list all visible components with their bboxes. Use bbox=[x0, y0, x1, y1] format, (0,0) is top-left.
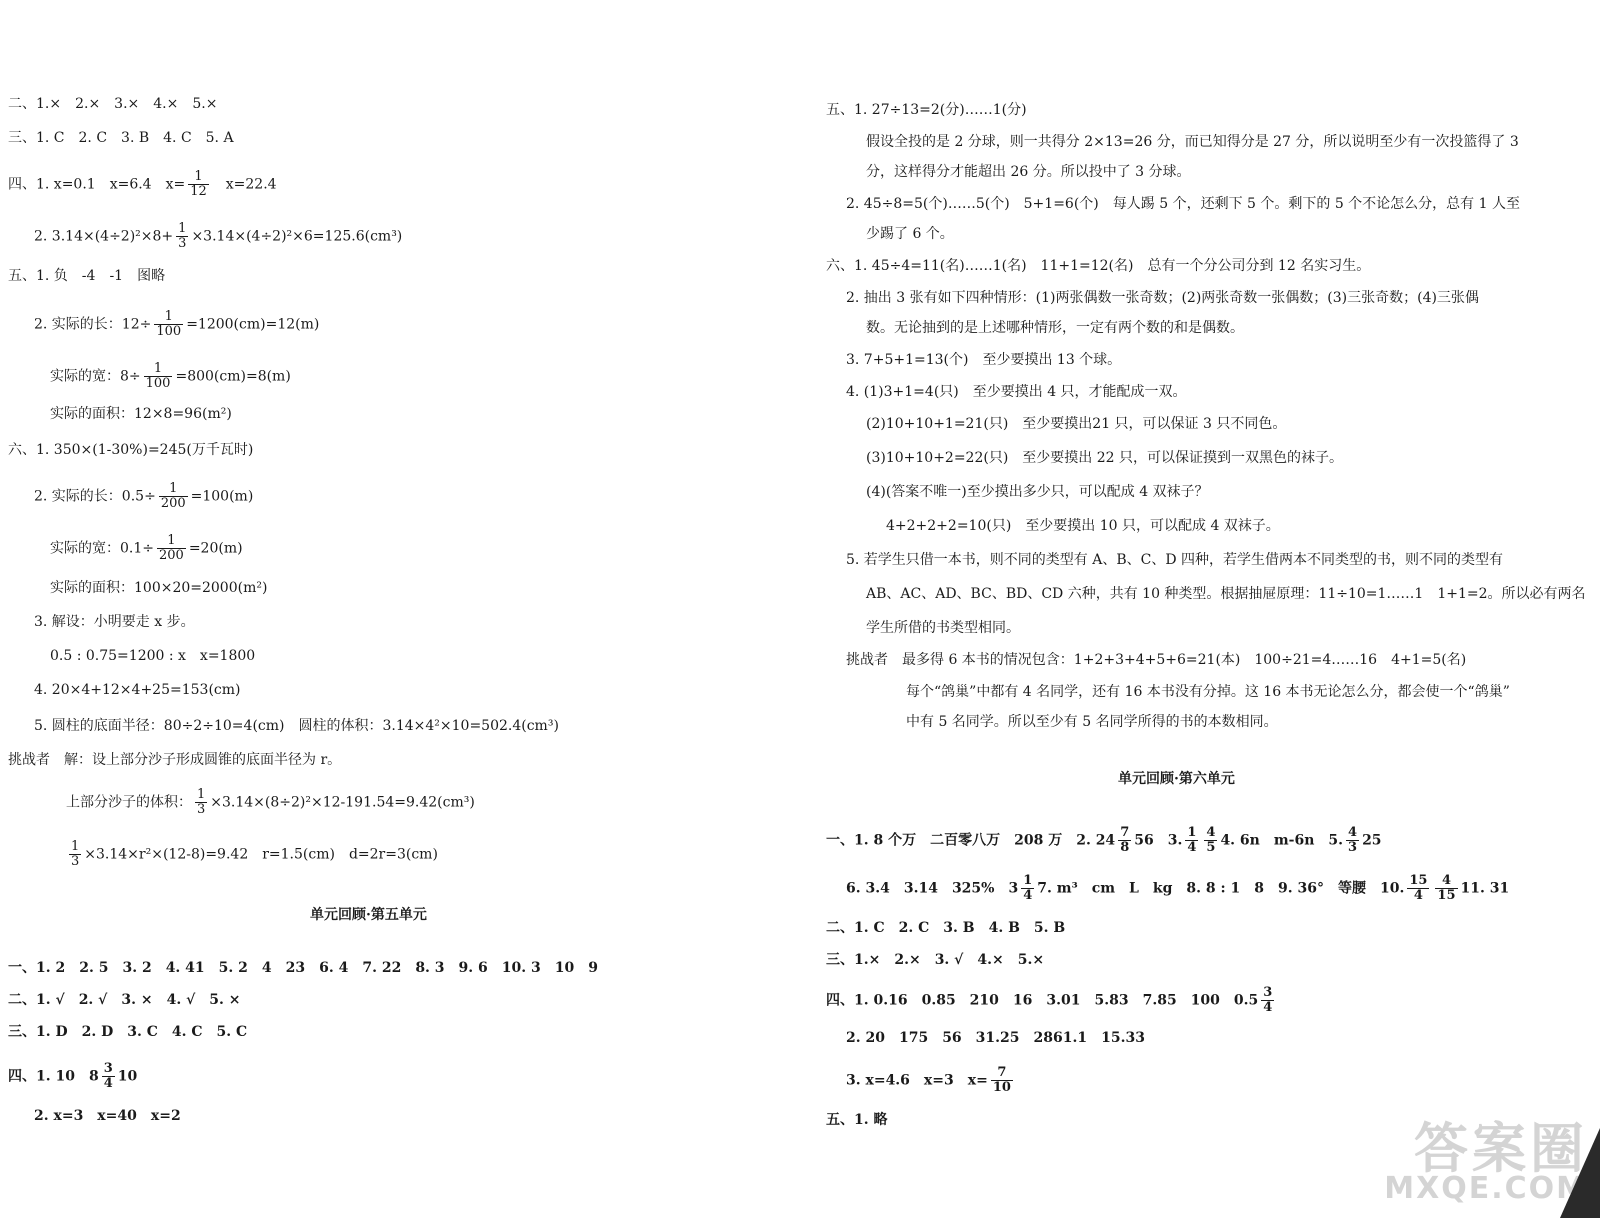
fraction bbox=[1261, 986, 1274, 1015]
numerator: 4 bbox=[1435, 874, 1457, 889]
left-line bbox=[34, 222, 402, 251]
right-line: 4. (1)3+1=4(只) 至少要摸出 4 只，才能配成一双。 bbox=[846, 384, 1187, 400]
denominator: 100 bbox=[145, 376, 171, 391]
left-line: 实际的面积：12×8=96(m²) bbox=[50, 406, 232, 422]
numerator: 3 bbox=[103, 1061, 113, 1076]
text: 25 bbox=[1362, 832, 1382, 849]
text: =20(m) bbox=[188, 540, 243, 557]
fraction bbox=[1407, 874, 1429, 903]
numerator: 1 bbox=[159, 482, 188, 497]
denominator: 100 bbox=[156, 324, 182, 339]
right-line bbox=[826, 826, 1382, 855]
text: 一、1. 8 个万 二百零八万 208 万 2. 24 bbox=[826, 832, 1116, 849]
text: =1200(cm)=12(m) bbox=[186, 316, 320, 333]
right-line: (4)(答案不唯一)至少摸出多少只，可以配成 4 双袜子？ bbox=[866, 484, 1209, 500]
left-line bbox=[66, 840, 438, 869]
watermark-url: MXQE.COM bbox=[1384, 1171, 1588, 1206]
right-line: 挑战者 最多得 6 本书的情况包含：1+2+3+4+5+6=21(本) 100÷21=4……16 4+1=5(名) bbox=[846, 652, 1467, 668]
numerator: 1 bbox=[1187, 825, 1197, 840]
fraction bbox=[102, 1062, 115, 1091]
denominator: 4 bbox=[1263, 1000, 1273, 1015]
right-line: AB、AC、AD、BC、BD、CD 六种，共有 10 种类型。根据抽屉原理：11÷10=1……1 1+1=2。所以必有两名 bbox=[866, 586, 1586, 602]
denominator: 8 bbox=[1120, 840, 1130, 855]
right-line: 2. 20 175 56 31.25 2861.1 15.33 bbox=[846, 1030, 1145, 1046]
right-line: (3)10+10+2=22(只) 至少要摸出 22 只，可以保证摸到一双黑色的袜子。 bbox=[866, 450, 1344, 466]
text: 2. 3.14×(4÷2)²×8+ bbox=[34, 228, 174, 245]
right-line: 五、1. 27÷13=2(分)……1(分) bbox=[826, 102, 1027, 118]
left-line: 0.5 : 0.75=1200 : x x=1800 bbox=[50, 648, 256, 664]
denominator: 4 bbox=[1413, 888, 1423, 903]
left-line: 挑战者 解：设上部分沙子形成圆锥的底面半径为 r。 bbox=[8, 752, 342, 768]
right-line: (2)10+10+1=21(只) 至少要摸出21 只，可以保证 3 只不同色。 bbox=[866, 416, 1287, 432]
watermark-logo bbox=[1358, 1106, 1588, 1206]
denominator: 4 bbox=[103, 1076, 113, 1091]
fraction bbox=[176, 222, 188, 251]
left-line bbox=[66, 788, 475, 817]
left-line: 2. x=3 x=40 x=2 bbox=[34, 1108, 181, 1124]
right-line: 5. 若学生只借一本书，则不同的类型有 A、B、C、D 四种，若学生借两本不同类型的书，则不同的类型有 bbox=[846, 552, 1504, 568]
right-line: 3. 7+5+1=13(个) 至少要摸出 13 个球。 bbox=[846, 352, 1122, 368]
text: 实际的宽：8÷ bbox=[50, 368, 141, 385]
text: 四、1. x=0.1 x=6.4 x= bbox=[8, 176, 186, 193]
text: ×3.14×r²×(12-8)=9.42 r=1.5(cm) d=2r=3(cm) bbox=[84, 846, 438, 863]
left-line bbox=[50, 362, 291, 391]
right-line bbox=[846, 1066, 1016, 1095]
numerator: 1 bbox=[154, 310, 183, 325]
numerator: 1 bbox=[1023, 873, 1033, 888]
fraction bbox=[991, 1066, 1013, 1095]
denominator: 5 bbox=[1206, 840, 1216, 855]
right-line: 数。无论抽到的是上述哪种情形，一定有两个数的和是偶数。 bbox=[866, 320, 1244, 336]
section-title-unit6: 单元回顾·第六单元 bbox=[1118, 771, 1235, 787]
numerator: 1 bbox=[71, 839, 80, 854]
right-line bbox=[826, 986, 1277, 1015]
text: =100(m) bbox=[190, 488, 254, 505]
left-line bbox=[34, 310, 319, 339]
denominator: 4 bbox=[1187, 840, 1197, 855]
text: 2. 实际的长：0.5÷ bbox=[34, 488, 156, 505]
numerator: 1 bbox=[144, 362, 173, 377]
numerator: 1 bbox=[178, 221, 187, 236]
right-line: 二、1. C 2. C 3. B 4. B 5. B bbox=[826, 920, 1066, 936]
fraction bbox=[1204, 826, 1217, 855]
fraction bbox=[159, 482, 188, 511]
page-corner-shadow bbox=[1560, 1128, 1600, 1218]
text: 4. 6n m-6n 5. bbox=[1220, 832, 1344, 849]
numerator: 7 bbox=[991, 1066, 1013, 1081]
left-line bbox=[8, 1062, 137, 1091]
text: 56 3. bbox=[1134, 832, 1183, 849]
denominator: 3 bbox=[197, 802, 206, 817]
right-line: 中有 5 名同学。所以至少有 5 名同学所得的书的本数相同。 bbox=[906, 714, 1278, 730]
denominator: 3 bbox=[178, 236, 187, 251]
text: 6. 3.4 3.14 325% 3 bbox=[846, 880, 1019, 897]
denominator: 3 bbox=[71, 854, 80, 869]
text: ×3.14×(4÷2)²×6=125.6(cm³) bbox=[191, 228, 403, 245]
numerator: 1 bbox=[157, 534, 186, 549]
left-line bbox=[50, 534, 243, 563]
text: x=22.4 bbox=[211, 176, 277, 193]
text: 实际的宽：0.1÷ bbox=[50, 540, 154, 557]
watermark-text: 答案圈 bbox=[1414, 1117, 1588, 1180]
denominator: 12 bbox=[190, 184, 207, 199]
fraction bbox=[1435, 874, 1457, 903]
right-line: 三、1.× 2.× 3. √ 4.× 5.× bbox=[826, 952, 1045, 968]
text: =800(cm)=8(m) bbox=[175, 368, 291, 385]
right-line: 2. 抽出 3 张有如下四种情形：(1)两张偶数一张奇数；(2)两张奇数一张偶数；(3)三张奇数；(4)三张偶 bbox=[846, 290, 1479, 306]
numerator: 4 bbox=[1206, 825, 1216, 840]
right-line: 2. 45÷8=5(个)……5(个) 5+1=6(个) 每人踢 5 个，还剩下 5 个。剩下的 5 个不论怎么分，总有 1 人至 bbox=[846, 196, 1520, 212]
left-line bbox=[8, 170, 277, 199]
text: 7. m³ cm L kg 8. 8 : 1 8 9. 36° 等腰 10. bbox=[1037, 880, 1405, 897]
fraction bbox=[144, 362, 173, 391]
left-line: 二、1. √ 2. √ 3. × 4. √ 5. × bbox=[8, 992, 241, 1008]
text: 3. x=4.6 x=3 x= bbox=[846, 1072, 988, 1089]
right-line: 分，这样得分才能超出 26 分。所以投中了 3 分球。 bbox=[866, 164, 1191, 180]
fraction bbox=[69, 840, 81, 869]
left-line: 实际的面积：100×20=2000(m²) bbox=[50, 580, 268, 596]
right-line: 学生所借的书类型相同。 bbox=[866, 620, 1020, 636]
section-title-unit5: 单元回顾·第五单元 bbox=[310, 907, 427, 923]
right-line: 假设全投的是 2 分球，则一共得分 2×13=26 分，而已知得分是 27 分，所以说明至少有一次投篮得了 3 bbox=[866, 134, 1519, 150]
right-line bbox=[846, 874, 1509, 903]
left-line: 五、1. 负 -4 -1 图略 bbox=[8, 268, 166, 284]
numerator: 4 bbox=[1348, 825, 1358, 840]
denominator: 3 bbox=[1348, 840, 1358, 855]
text: ×3.14×(8÷2)²×12-191.54=9.42(cm³) bbox=[210, 794, 475, 811]
fraction bbox=[157, 534, 186, 563]
right-line: 六、1. 45÷4=11(名)……1(名) 11+1=12(名) 总有一个分公司分到 12 名实习生。 bbox=[826, 258, 1371, 274]
numerator: 7 bbox=[1120, 825, 1130, 840]
fraction bbox=[1118, 826, 1131, 855]
right-line: 五、1. 略 bbox=[826, 1112, 888, 1128]
fraction bbox=[1346, 826, 1359, 855]
numerator: 15 bbox=[1409, 873, 1428, 888]
text: 四、1. 0.16 0.85 210 16 3.01 5.83 7.85 100 0.5 bbox=[826, 992, 1259, 1009]
left-line bbox=[34, 482, 253, 511]
text: 10 bbox=[117, 1068, 138, 1085]
left-line: 3. 解设：小明要走 x 步。 bbox=[34, 614, 195, 630]
denominator: 200 bbox=[160, 496, 186, 511]
fraction bbox=[1185, 826, 1198, 855]
left-line: 三、1. D 2. D 3. C 4. C 5. C bbox=[8, 1024, 248, 1040]
left-line: 5. 圆柱的底面半径：80÷2÷10=4(cm) 圆柱的体积：3.14×4²×10=502.4(cm³) bbox=[34, 718, 559, 734]
text: 四、1. 10 8 bbox=[8, 1068, 99, 1085]
left-line: 六、1. 350×(1-30%)=245(万千瓦时) bbox=[8, 442, 254, 458]
denominator: 15 bbox=[1437, 888, 1456, 903]
fraction bbox=[1021, 874, 1034, 903]
numerator: 1 bbox=[188, 170, 209, 185]
denominator: 200 bbox=[159, 548, 184, 563]
text: 上部分沙子的体积： bbox=[66, 794, 192, 811]
fraction bbox=[188, 170, 209, 199]
right-line: 少踢了 6 个。 bbox=[866, 226, 954, 242]
numerator: 3 bbox=[1263, 985, 1273, 1000]
fraction bbox=[195, 788, 207, 817]
left-line: 一、1. 2 2. 5 3. 2 4. 41 5. 2 4 23 6. 4 7. 22 8. 3 9. 6 10. 3 10 9 bbox=[8, 960, 598, 976]
numerator: 1 bbox=[197, 787, 206, 802]
fraction bbox=[154, 310, 183, 339]
denominator: 4 bbox=[1023, 888, 1033, 903]
right-line: 4+2+2+2=10(只) 至少要摸出 10 只，可以配成 4 双袜子。 bbox=[886, 518, 1280, 534]
right-line: 每个“鸽巢”中都有 4 名同学，还有 16 本书没有分掉。这 16 本书无论怎么分，都会使一个“鸽巢” bbox=[906, 684, 1510, 700]
denominator: 10 bbox=[992, 1080, 1011, 1095]
left-line: 三、1. C 2. C 3. B 4. C 5. A bbox=[8, 130, 234, 146]
left-line: 4. 20×4+12×4+25=153(cm) bbox=[34, 682, 241, 698]
left-line: 二、1.× 2.× 3.× 4.× 5.× bbox=[8, 96, 218, 112]
text: 11. 31 bbox=[1460, 880, 1510, 897]
text: 2. 实际的长：12÷ bbox=[34, 316, 152, 333]
